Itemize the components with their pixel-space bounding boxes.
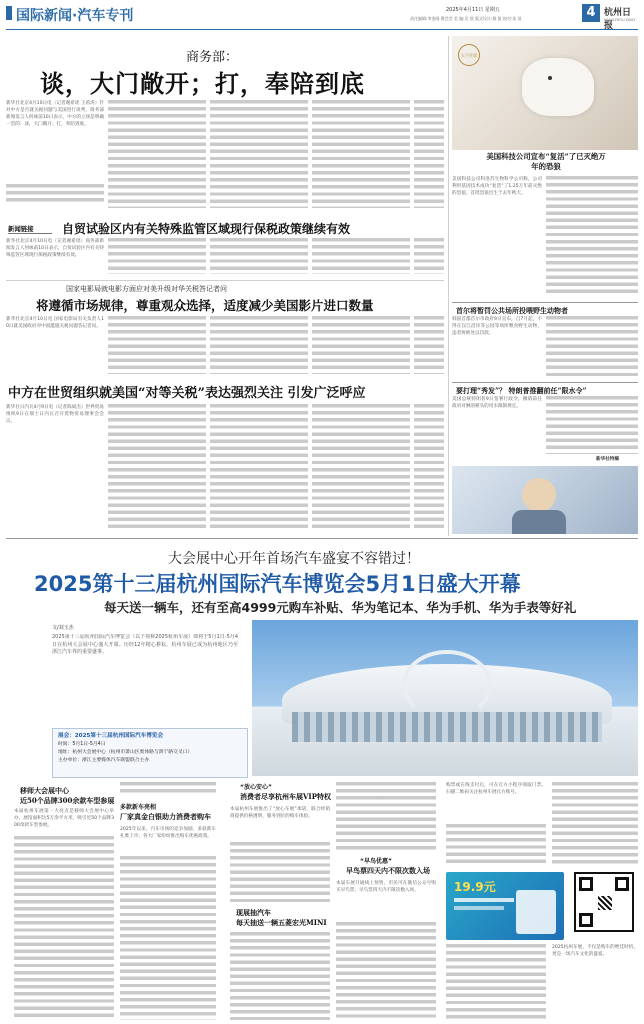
newspaper-logo-en: HANGZHOU DAILY [604,18,636,22]
ftz-col2-text [108,238,206,274]
news-link-tag: 新闻链接 [8,224,52,234]
cartoon-lead: 美国总统特朗普9日签署行政令，撤销前任政府对淋浴喷头的用水限制规定。 [452,397,542,410]
col-d-headline: 早鸟票四天内不限次数入场 [346,866,430,875]
column-divider [448,36,449,536]
venue-photo [252,620,638,776]
qr-finder [579,877,593,891]
newspaper-logo: 杭州日报 [604,8,632,31]
qr-finder [579,913,593,927]
info-time: 时间：5月1日-5月4日 [58,742,106,747]
ministry-lead: 新华社北京4月10日电（记者谢希瑶 王希涛）针对中方是否就关税问题与美国进行谈判，商务部新闻发言人何咏前10日表示，中方的立场是明确一贯的：谈，大门敞开；打，奉陪到底。 [6,101,104,128]
qr-modules [598,896,612,910]
col-a-headline: 移师大会展中心 近50个品牌300余款车型参展 [20,786,115,805]
wolf-pup-shape [522,58,594,116]
science-lead: 美国科技公司科洛苏生物科学公司称，公司利用基因技术成功“复活”了1.25万年前灭绝的恐狼，首批恐狼出生于去年秋天。 [452,177,542,197]
col-f-closing: 2025杭州车展，不仅是购车的绝佳时机，更是一场汽车文化的盛宴。 [552,945,638,958]
column-badge: 天下世事 [458,44,480,66]
ticket-ad-phone [516,890,556,934]
col-a-body: 本届杭州车展第一大亮点是移师大会展中心举办，展馆面积达5万余平方米，吸引近50个品牌300余款车型参展。 [14,809,114,829]
monkey-headline: 首尔将暂罚公共场所投喂野生动物者 [456,306,568,315]
ministry-headline: 谈，大门敞开；打，奉陪到底 [40,69,365,98]
col-d-body: 本届车展开通线上预售，市民可在微信公众号购买早鸟票，早鸟票四天内不限次数入场。 [336,881,436,894]
ftz-col5-text [414,238,444,274]
ministry-col4-text [312,100,410,208]
col-c-more-text [230,842,330,904]
ftz-lead: 新华社北京4月10日电（记者谢希瑶）商务部新闻发言人何咏前10日表示，自贸试验区内有关特殊监管区域现行保税政策继续有效。 [6,239,104,259]
qr-finder [615,877,629,891]
ftz-col3-text [210,238,308,274]
col-b-top-text [120,782,216,796]
expo-subhead: 每天送一辆车，还有至高4999元购车补贴、华为笔记本、华为手机、华为手表等好礼 [104,600,577,615]
wolf-eye [548,76,552,80]
monkey-box [452,302,638,316]
col-d-kicker: “早鸟优惠” [360,858,392,865]
expo-headline: 2025第十三届杭州国际汽车博览会5月1日盛大开幕 [34,572,521,596]
col-c-headline-2: 现展抽汽车 每天抽送一辆五菱宏光MINI [236,908,327,927]
trade-col5-text [414,404,444,528]
cartoon-credit: 新华社特稿 [596,457,619,462]
cartoon-figure-body [512,510,566,534]
col-d-top-text [336,782,436,852]
col-b-kicker: 多款新车亮相 [120,804,157,811]
col-b-headline: 厂家真金白银助力消费者购车 [120,812,211,821]
ticket-ad-text-line [454,906,504,910]
film-col4-text [312,316,410,374]
science-headline: 美国科技公司宣布“复活”了已灭绝万年的恐狼 [486,152,606,171]
page-number: 4 [582,4,600,22]
page-header [6,4,638,30]
ministry-col5-text [414,100,444,208]
ministry-col3-text [210,100,308,208]
ministry-col2-text [108,100,206,208]
info-title: 展会：2025第十三届杭州国际汽车博览会 [58,733,164,739]
col-f-text [552,782,638,866]
col-c-headline: 消费者尽享杭州车展VIP特权 [240,792,331,801]
info-place: 地址：杭州大会展中心（杭州市萧山区奥体路与鸿宁路交叉口） [58,750,193,755]
section-marker [6,6,12,20]
col-c-kicker: “放心安心” [240,784,272,791]
col-b-body: 2025年以来，汽车市场的竞争加剧，多款新车扎堆上市，各大厂家纷纷推出购车优惠政策。 [120,827,216,840]
col-e-body: 购票或在线支付后，可在官方小程序领取门票。扫描二维码关注杭州车展官方账号。 [446,783,546,796]
col-e-tail-text [446,944,546,1020]
cartoon-box [452,382,638,396]
film-headline: 将遵循市场规律，尊重观众选择，适度减少美国影片进口数量 [36,298,374,313]
qr-code[interactable] [574,872,634,932]
ticket-ad-text-line [454,898,514,902]
film-col5-text [414,316,444,374]
divider [6,280,444,281]
wolf-photo [452,36,638,150]
ticket-ad[interactable] [446,872,564,940]
col-a-more-text [14,836,114,1018]
monkey-col2-text [546,316,638,378]
trade-col2-text [108,404,206,528]
editor-credits: 责任编辑:李金刚 暨芸芸 美 编:吴 欣 版式设计:鄢 凯 校对:朱 琰 [410,16,522,21]
expo-kicker: 大会展中心开年首场汽车盛宴不容错过！ [168,551,420,567]
trade-headline: 中方在世贸组织就美国“对等关税”表达强烈关注 引发广泛呼应 [8,386,366,401]
cartoon-col2-text [546,396,638,454]
film-col2-text [108,316,206,374]
cartoon-headline: 要打理“秀发”？ 特朗普推翻前任“限水令” [456,386,587,395]
col-c-tail-text [230,932,330,1020]
monkey-lead: 韩国首都首尔市政府9日宣布，自7月起，不得在汉江沿岸等公园等场所喂食野生动物，违者将被处以罚款。 [452,317,542,337]
trade-col4-text [312,404,410,528]
ftz-col4-text [312,238,410,274]
expo-info-box [52,728,248,778]
section-divider [6,538,638,539]
film-lead: 新华社北京4月10日电 国家电影局有关负责人10日就美国政府对中国滥施关税问题答记者问。 [6,317,104,330]
film-col3-text [210,316,308,374]
cartoon-figure-head [522,478,556,512]
expo-author: 文/刘玉杰 [52,625,74,631]
venue-ring [402,650,492,720]
expo-intro: 2025第十三届杭州国际汽车博览会（以下简称2025杭州车展）即将于5月1日-5月4日在杭州大会展中心盛大开幕。历经12年精心耕耘，杭州车展已成为杭州地区乃至浙江汽车界的重要盛事。 [52,634,238,656]
col-b-more-text [120,856,216,1020]
info-host: 主办单位：浙江主要媒体汽车联盟联合主办 [58,758,150,763]
ministry-label: 商务部： [186,50,239,65]
col-c-body: 本届杭州车展推出了“放心车展”承诺，联合经销商提供价格透明、服务到位的购车体验。 [230,807,330,820]
col-d-more-text [336,922,436,1020]
col-e-more-text [446,824,546,866]
ministry-col1-text [6,184,104,202]
science-col2-text [546,176,638,294]
film-kicker: 国家电影局就电影方面应对美升级对华关税答记者问 [66,285,227,293]
ticket-ad-price: 19.9元 [454,880,496,894]
cartoon-illustration [452,466,638,534]
section-title: 国际新闻·汽车专刊 [16,8,134,24]
trade-lead: 新华社日内瓦4月9日电（记者陈斌杰）世界贸易组织9日在瑞士日内瓦召开货物贸易理事会会议。 [6,405,104,425]
ftz-headline: 自贸试验区内有关特殊监管区域现行保税政策继续有效 [62,222,351,236]
trade-col3-text [210,404,308,528]
issue-date: 2025年4月11日 星期五 [446,7,500,13]
